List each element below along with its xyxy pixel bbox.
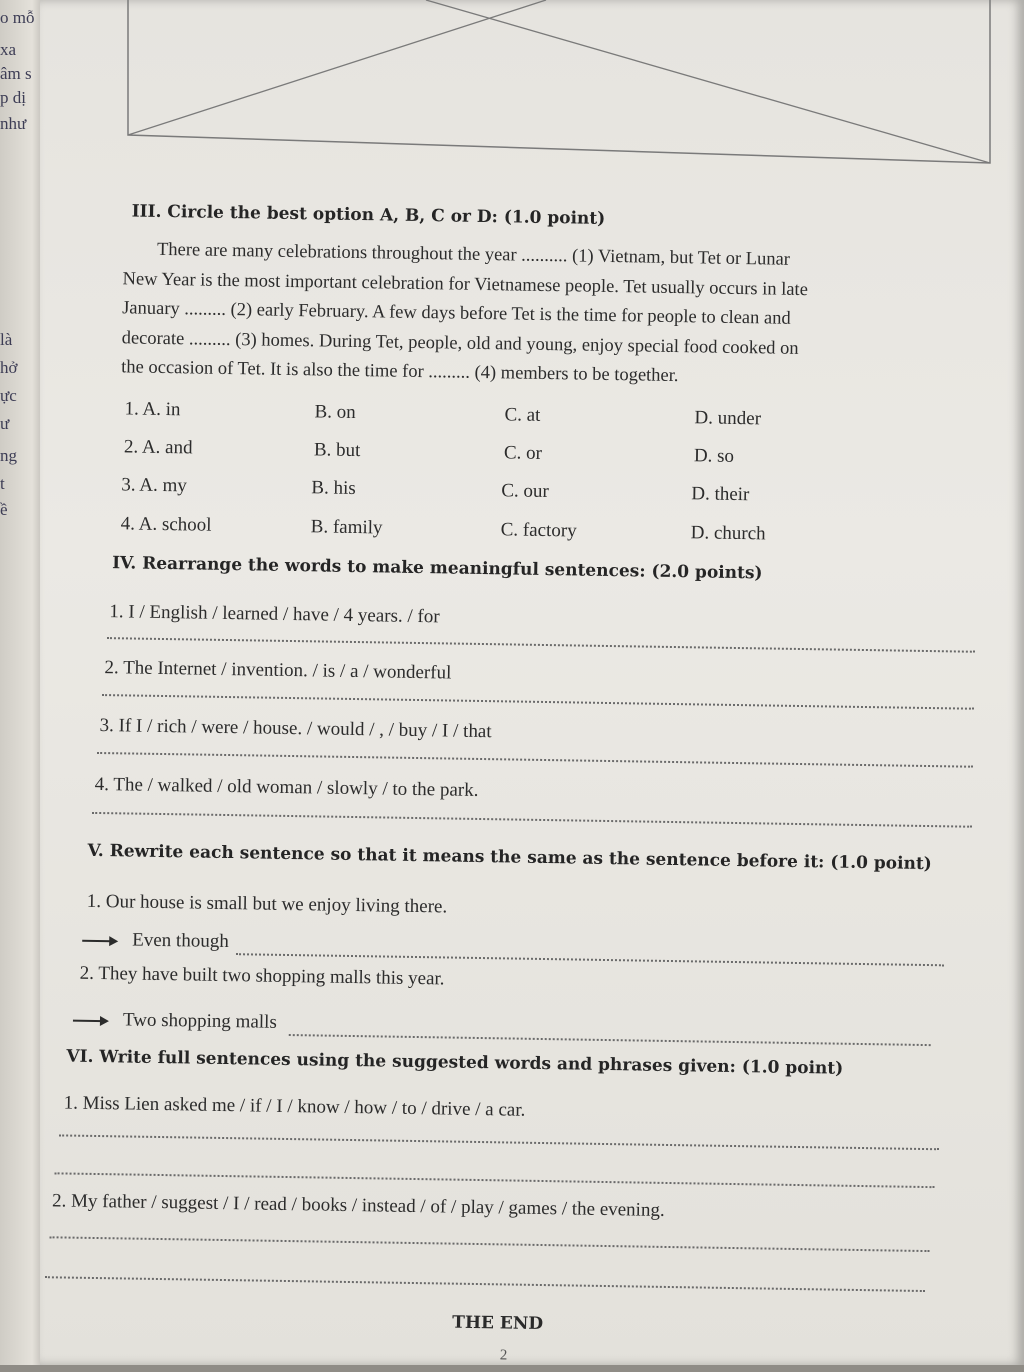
rewrite-prompt-1 — [82, 929, 229, 953]
option-4c[interactable]: C. factory — [500, 519, 577, 542]
prompt-text: Two shopping malls — [122, 1009, 277, 1033]
the-end-label: THE END — [452, 1312, 544, 1335]
section-3-heading: III. Circle the best option A, B, C or D: (1.0 point) — [131, 201, 606, 229]
margin-fragment: như — [0, 114, 27, 133]
passage-line: the occasion of Tet. It is also the time for ......... (4) members to be together. — [121, 357, 679, 387]
answer-line[interactable] — [289, 1034, 931, 1046]
margin-fragment: là — [0, 330, 13, 349]
margin-fragment: ư — [0, 414, 10, 433]
option-3c[interactable]: C. our — [501, 480, 549, 503]
answer-line[interactable] — [97, 752, 973, 768]
section-5-heading: V. Rewrite each sentence so that it means the same as the sentence before it: (1.0 point) — [87, 840, 932, 875]
option-3d[interactable]: D. their — [691, 483, 750, 506]
option-4b[interactable]: B. family — [310, 516, 383, 539]
option-2c[interactable]: C. or — [503, 442, 543, 464]
option-1b[interactable]: B. on — [314, 401, 356, 423]
arrow-icon — [82, 935, 120, 946]
option-2a[interactable]: 2. A. and — [123, 436, 193, 459]
answer-line[interactable] — [236, 953, 944, 966]
section-4-heading: IV. Rearrange the words to make meaningful sentences: (2.0 points) — [111, 553, 763, 584]
option-3a[interactable]: 3. A. my — [121, 474, 187, 497]
write-item-2: 2. My father / suggest / I / read / books / instead / of / play / games / the evening. — [51, 1190, 665, 1221]
rewrite-sentence-1: 1. Our house is small but we enjoy living there. — [86, 890, 448, 918]
margin-fragment: xa — [0, 40, 17, 59]
write-item-1: 1. Miss Lien asked me / if / I / know / how / to / drive / a car. — [63, 1092, 526, 1121]
margin-fragment: ng — [0, 446, 17, 465]
option-4a[interactable]: 4. A. school — [120, 513, 212, 536]
rearrange-item-1: 1. I / English / learned / have / 4 years. / for — [109, 601, 440, 628]
margin-fragment: t — [0, 474, 5, 493]
answer-line[interactable] — [107, 637, 975, 653]
rearrange-item-2: 2. The Internet / invention. / is / a / wonderful — [104, 657, 452, 684]
margin-fragment: âm s — [0, 64, 32, 83]
margin-fragment: ề — [0, 500, 8, 519]
rearrange-item-4: 4. The / walked / old woman / slowly / to the park. — [94, 773, 479, 801]
margin-fragment: ực — [0, 386, 17, 405]
rewrite-prompt-2 — [73, 1009, 277, 1034]
answer-line[interactable] — [59, 1134, 939, 1150]
arrow-icon — [73, 1015, 111, 1026]
passage-line: There are many celebrations throughout the year .......... (1) Vietnam, but Tet or Lunar — [156, 239, 791, 270]
passage-line: New Year is the most important celebration for Vietnamese people. Tet usually occurs in late — [122, 268, 809, 300]
passage-line: decorate ......... (3) homes. During Tet, people, old and young, enjoy special food cooked on — [121, 327, 799, 359]
margin-fragment: hở — [0, 358, 18, 377]
answer-line[interactable] — [92, 812, 972, 828]
passage-line: January ......... (2) early February. A few days before Tet is the time for people to clean and — [121, 298, 791, 329]
exam-sheet — [40, 0, 1024, 1365]
answer-line[interactable] — [102, 694, 974, 710]
cloze-passage — [121, 235, 983, 396]
option-1d[interactable]: D. under — [694, 407, 762, 430]
option-1a[interactable]: 1. A. in — [124, 398, 181, 421]
option-2d[interactable]: D. so — [693, 445, 735, 467]
option-1c[interactable]: C. at — [504, 404, 541, 426]
option-2b[interactable]: B. but — [313, 439, 361, 462]
option-4d[interactable]: D. church — [690, 522, 766, 545]
page-number: 2 — [499, 1347, 508, 1364]
answer-line[interactable] — [55, 1172, 935, 1188]
margin-fragment: o mỗ — [0, 8, 35, 27]
option-3b[interactable]: B. his — [311, 477, 356, 499]
margin-fragment: p dị — [0, 88, 26, 107]
prompt-text: Even though — [132, 929, 229, 953]
answer-line[interactable] — [45, 1276, 925, 1292]
exam-content — [40, 190, 1024, 1364]
answer-line[interactable] — [50, 1236, 930, 1252]
section-6-heading: VI. Write full sentences using the suggested words and phrases given: (1.0 point) — [66, 1046, 844, 1079]
rearrange-item-3: 3. If I / rich / were / house. / would / , / buy / I / that — [99, 715, 492, 743]
crossed-picture-box — [126, 0, 1006, 170]
rewrite-sentence-2: 2. They have built two shopping malls this year. — [79, 962, 445, 990]
